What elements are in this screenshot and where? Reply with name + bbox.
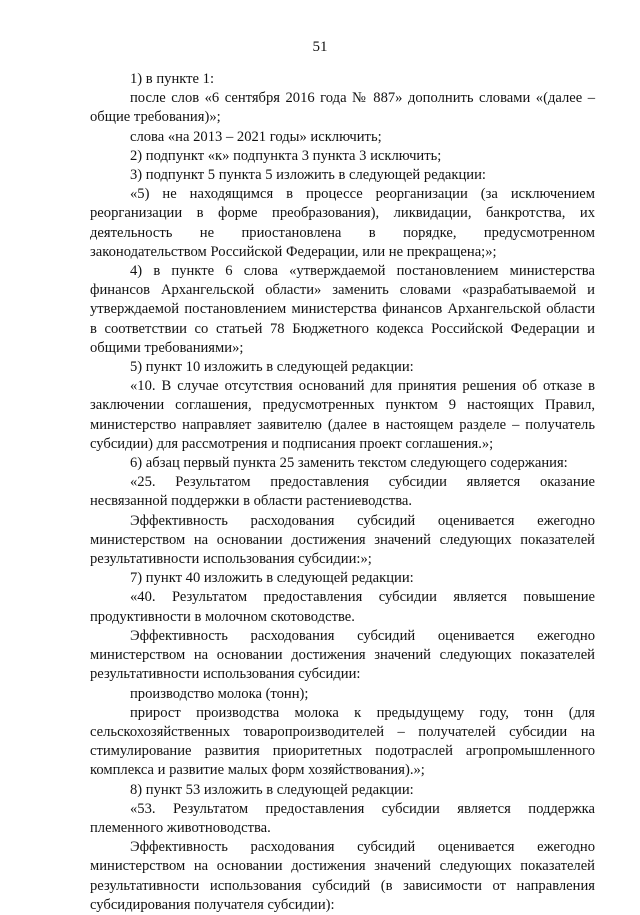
paragraph-clause-40-text: «40. Результатом предоставления субсидии является повышение продуктивности в молочном скотоводстве.	[90, 589, 595, 625]
paragraph-efficiency-25: Эффективность расходования субсидий оценивается ежегодно министерством на основании достижения значений следующих показателей результативности использования субсидии:»;	[90, 512, 595, 568]
paragraph-milk-production: производство молока (тонн);	[130, 685, 309, 702]
paragraph-clause-25-text: «25. Результатом предоставления субсидии является оказание несвязанной поддержки в области растениеводства.	[90, 474, 595, 510]
paragraph-clause-10-text: «10. В случае отсутствия оснований для принятия решения об отказе в заключении соглашения, предусмотренных пунктом 9 настоящих Правил, министерство направляет заявителю (далее в настоящем разделе – получатель субсидии) для рассмотрения и подписания проект соглашения.»;	[90, 378, 595, 452]
document-body	[90, 70, 595, 915]
paragraph-item-2: 2) подпункт «к» подпункта 3 пункта 3 исключить;	[130, 147, 442, 164]
paragraph-milk-growth: прирост производства молока к предыдущему году, тонн (для сельскохозяйственных товаропроизводителей – получателей субсидии на стимулирование развития приоритетных подотраслей агропромышленного комплекса и развитие малых форм хозяйствования).»;	[90, 704, 595, 779]
paragraph-item-7: 7) пункт 40 изложить в следующей редакции:	[130, 570, 414, 587]
paragraph-exclude-words: слова «на 2013 – 2021 годы» исключить;	[130, 128, 382, 145]
paragraph-item-6: 6) абзац первый пункта 25 заменить текстом следующего содержания:	[130, 455, 568, 472]
paragraph-item-8: 8) пункт 53 изложить в следующей редакции:	[130, 781, 414, 798]
paragraph-efficiency-40: Эффективность расходования субсидий оценивается ежегодно министерством на основании достижения значений следующих показателей результативности использования субсидии:	[90, 627, 595, 683]
page-number: 51	[312, 39, 328, 55]
paragraph-item-4: 4) в пункте 6 слова «утверждаемой постановлением министерства финансов Архангельской области» заменить словами «разрабатываемой и утверждаемой постановлением министерства финансов Архангельской области в соответствии со статьей 78 Бюджетного кодекса Российской Федерации и общими требованиями»;	[90, 263, 595, 356]
paragraph-item-5: 5) пункт 10 изложить в следующей редакции:	[130, 359, 414, 376]
paragraph-clause-53-text: «53. Результатом предоставления субсидии является поддержка племенного животноводства.	[90, 800, 595, 836]
paragraph-subitem-5-text: «5) не находящимся в процессе реорганизации (за исключением реорганизации в форме преобразования), ликвидации, банкротства, их деятельность не приостановлена в порядке, предусмотренном законодательством Российской Федерации, или не прекращена;»;	[90, 186, 595, 260]
paragraph-efficiency-53: Эффективность расходования субсидий оценивается ежегодно министерством на основании достижения значений следующих показателей результативности использования субсидий (в зависимости от направления субсидирования получателя субсидии):	[90, 839, 595, 913]
paragraph-add-words: после слов «6 сентября 2016 года № 887» дополнить словами «(далее – общие требования)»;	[90, 90, 595, 126]
paragraph-item-3: 3) подпункт 5 пункта 5 изложить в следующей редакции:	[130, 167, 486, 184]
paragraph-item-1-intro: 1) в пункте 1:	[130, 71, 215, 87]
